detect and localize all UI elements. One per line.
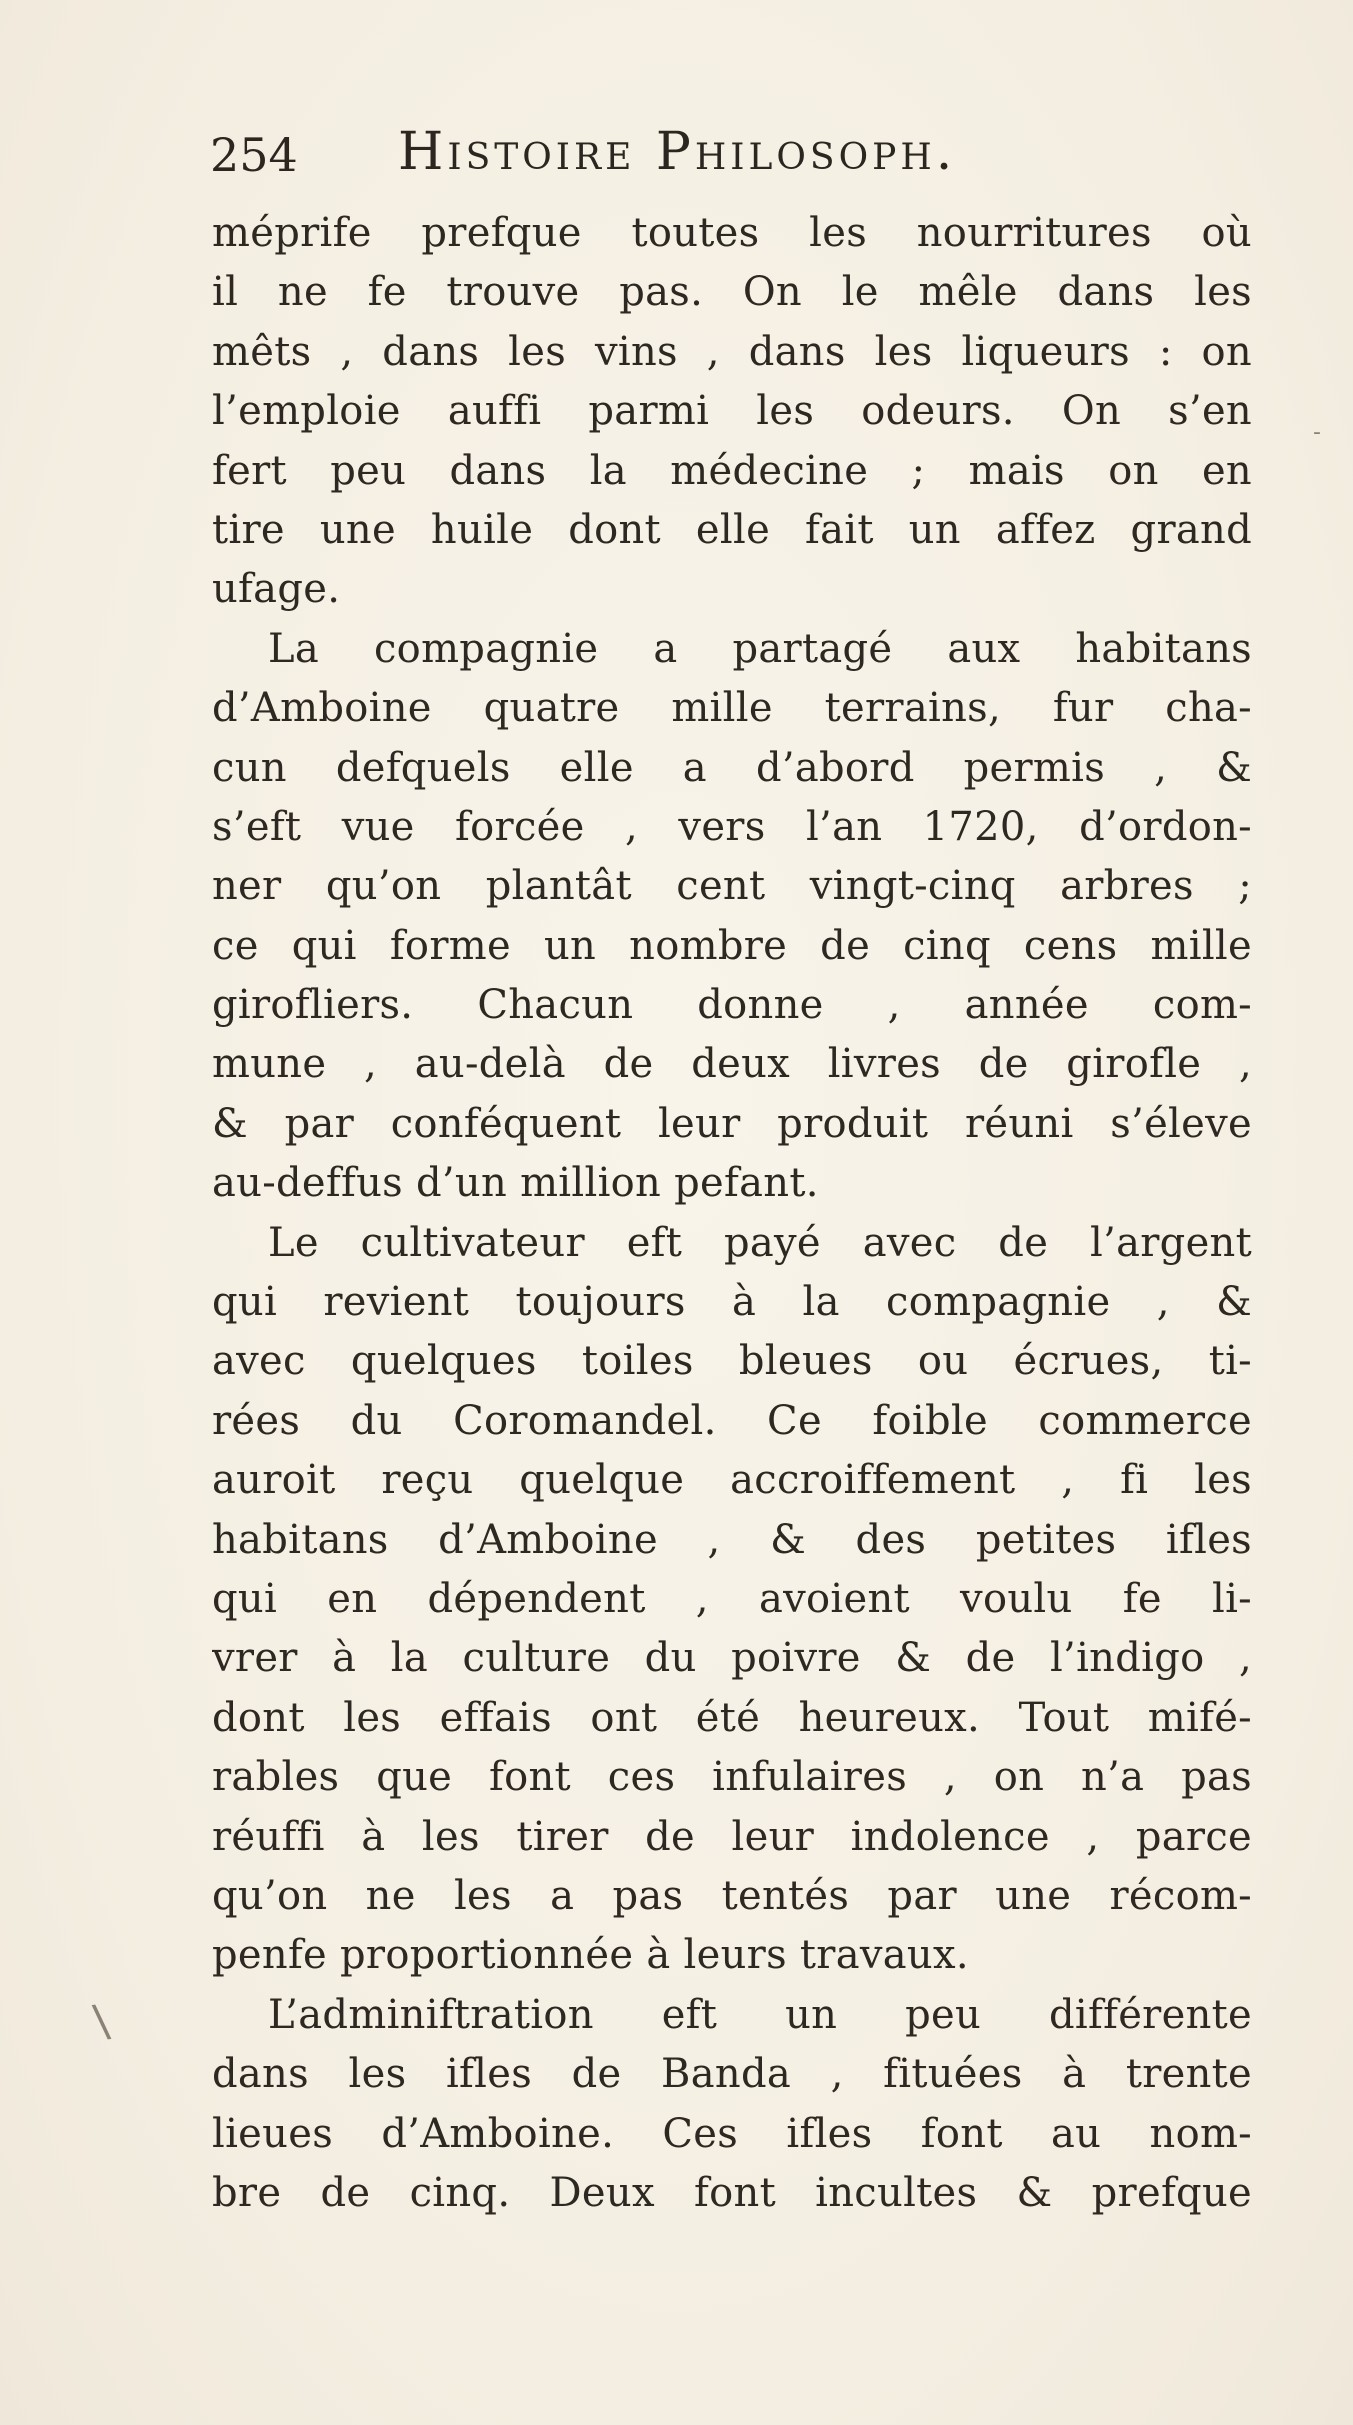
text-line: l’emploie auffi parmi les odeurs. On s’en (212, 388, 1252, 435)
text-line: dont les effais ont été heureux. Tout mifé- (212, 1694, 1252, 1741)
margin-tick-mark: - (1313, 420, 1321, 445)
text-line: ner qu’on plantât cent vingt-cinq arbres ; (212, 863, 1252, 910)
text-line: bre de cinq. Deux font incultes & prefque (212, 2169, 1252, 2216)
text-line: rées du Coromandel. Ce foible commerce (212, 1397, 1252, 1444)
text-line: s’eft vue forcée , vers l’an 1720, d’ordon- (212, 803, 1252, 850)
text-line: ufage. (212, 566, 341, 613)
text-line: tire une huile dont elle fait un affez grand (212, 506, 1252, 553)
text-line: mêts , dans les vins , dans les liqueurs : on (212, 328, 1252, 375)
text-line: qui en dépendent , avoient voulu fe li- (212, 1575, 1252, 1622)
page-header (210, 118, 1270, 198)
paragraph-start-line: L’adminiftration eft un peu différente (268, 1991, 1252, 2038)
text-line: & par conféquent leur produit réuni s’éleve (212, 1100, 1252, 1147)
text-line: fert peu dans la médecine ; mais on en (212, 447, 1252, 494)
page-number: 254 (210, 128, 298, 182)
text-line: mune , au-delà de deux livres de girofle , (212, 1041, 1252, 1088)
text-line: ce qui forme un nombre de cinq cens mille (212, 922, 1252, 969)
text-line: réuffi à les tirer de leur indolence , parce (212, 1813, 1252, 1860)
text-line: qu’on ne les a pas tentés par une récom- (212, 1872, 1252, 1919)
text-line: girofliers. Chacun donne , année com- (212, 982, 1252, 1029)
text-line: habitans d’Amboine , & des petites ifles (212, 1516, 1252, 1563)
text-line: lieues d’Amboine. Ces ifles font au nom- (212, 2110, 1252, 2157)
paragraph-start-line: La compagnie a partagé aux habitans (268, 625, 1252, 672)
text-line: méprife prefque toutes les nourritures où (212, 210, 1252, 256)
text-line: penfe proportionnée à leurs travaux. (212, 1932, 969, 1979)
text-line: d’Amboine quatre mille terrains, fur cha- (212, 685, 1252, 732)
margin-slash-mark: \ (90, 1995, 113, 2048)
running-title: Histoire Philosoph. (398, 122, 957, 182)
body-text (212, 204, 1252, 2223)
text-line: avec quelques toiles bleues ou écrues, ti- (212, 1338, 1252, 1385)
text-line: vrer à la culture du poivre & de l’indigo , (212, 1635, 1252, 1682)
text-line: il ne fe trouve pas. On le mêle dans les (212, 269, 1252, 316)
text-line: rables que font ces infulaires , on n’a pas (212, 1754, 1252, 1801)
paragraph-start-line: Le cultivateur eft payé avec de l’argent (268, 1219, 1252, 1266)
text-line: dans les ifles de Banda , fituées à trente (212, 2051, 1252, 2098)
text-line: qui revient toujours à la compagnie , & (212, 1279, 1252, 1326)
text-line: cun defquels elle a d’abord permis , & (212, 744, 1252, 791)
text-line: auroit reçu quelque accroiffement , fi les (212, 1457, 1252, 1504)
text-line: au-deffus d’un million pefant. (212, 1160, 819, 1207)
